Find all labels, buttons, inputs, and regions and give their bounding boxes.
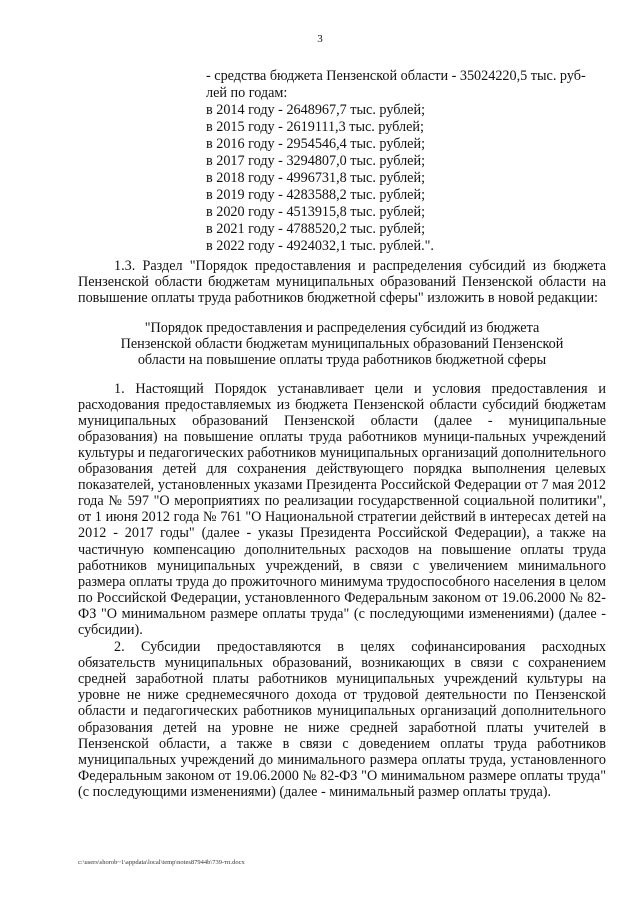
budget-line: в 2018 году - 4996731,8 тыс. рублей; — [206, 170, 426, 186]
budget-line: в 2015 году - 2619111,3 тыс. рублей; — [206, 119, 424, 135]
budget-line: в 2014 году - 2648967,7 тыс. рублей; — [206, 102, 426, 118]
paragraph-1: 1. Настоящий Порядок устанавливает цели и условия предоставления и расходования предоставляемых из бюджета Пензенской области субсидий бюджетам муниципальных образований Пензенской области (далее - муниципальные образования) на повышение оплаты труда работников муници-пальных учреждений культуры и педагогических работников муниципальных организаций дополнительного образования детей для сохранения действующего порядка выполнения целевых показателей, установленных указами Президента Российской Федерации от 7 мая 2012 года № 597 "О мероприятиях по реализации государственной социальной политики", от 1 июня 2012 года № 761 "О Национальной стратегии действий в интересах детей на 2012 - 2017 годы" (далее - указы Президента Российской Федерации), а также на частичную компенсацию дополнительных расходов на повышение оплаты труда работников муниципальных учреждений, в связи с увеличением минимального размера оплаты труда до прожиточного минимума трудоспособного населения в целом по Российской Федерации, установленного Федеральным законом от 19.06.2000 № 82-ФЗ "О минимальном размере оплаты труда" (с последующими изменениями) (далее - субсидии). — [78, 380, 606, 638]
section-title-line: Пензенской области бюджетам муниципальных образований Пензенской — [120, 336, 564, 353]
budget-line: в 2017 году - 3294807,0 тыс. рублей; — [206, 153, 426, 169]
section-title-line: области на повышение оплаты труда работников бюджетной сферы — [137, 352, 547, 369]
budget-line: - средства бюджета Пензенской области - 35024220,5 тыс. руб- — [206, 68, 586, 84]
section-title-line: "Порядок предоставления и распределения субсидий из бюджета — [144, 320, 540, 337]
document-body — [78, 258, 606, 800]
budget-line: в 2021 году - 4788520,2 тыс. рублей; — [206, 221, 426, 237]
footer-file-path: c:\users\shorob~1\appdata\local\temp\notes87944b\739-тп.docx — [78, 859, 245, 866]
budget-line: лей по годам: — [206, 85, 288, 101]
section-intro-paragraph: 1.3. Раздел "Порядок предоставления и распределения субсидий из бюджета Пензенской области бюджетам муниципальных образований Пензенской области на повышение оплаты труда работников бюджетной сферы" изложить в новой редакции: — [78, 258, 606, 307]
budget-breakdown — [206, 68, 606, 255]
page-number: 3 — [317, 33, 323, 45]
budget-line: в 2019 году - 4283588,2 тыс. рублей; — [206, 187, 426, 203]
paragraph-2: 2. Субсидии предоставляются в целях софинансирования расходных обязательств муниципальных образований, возникающих в связи с сохранением средней заработной платы работников муниципальных учреждений культуры на уровне не ниже среднемесячного дохода от трудовой деятельности по Пензенской области и педагогических работников муниципальных организаций дополнительного образования детей на уровне не ниже средней заработной платы учителей в Пензенской области, а также в связи с доведением оплаты труда работников муниципальных учреждений до минимального размера оплаты труда, установленного Федеральным законом от 19.06.2000 № 82-ФЗ "О минимальном размере оплаты труда" (с последующими изменениями) (далее - минимальный размер оплаты труда). — [78, 639, 606, 800]
budget-line: в 2022 году - 4924032,1 тыс. рублей.". — [206, 238, 434, 254]
budget-line: в 2016 году - 2954546,4 тыс. рублей; — [206, 136, 426, 152]
budget-line: в 2020 году - 4513915,8 тыс. рублей; — [206, 204, 426, 220]
section-title — [78, 320, 606, 368]
